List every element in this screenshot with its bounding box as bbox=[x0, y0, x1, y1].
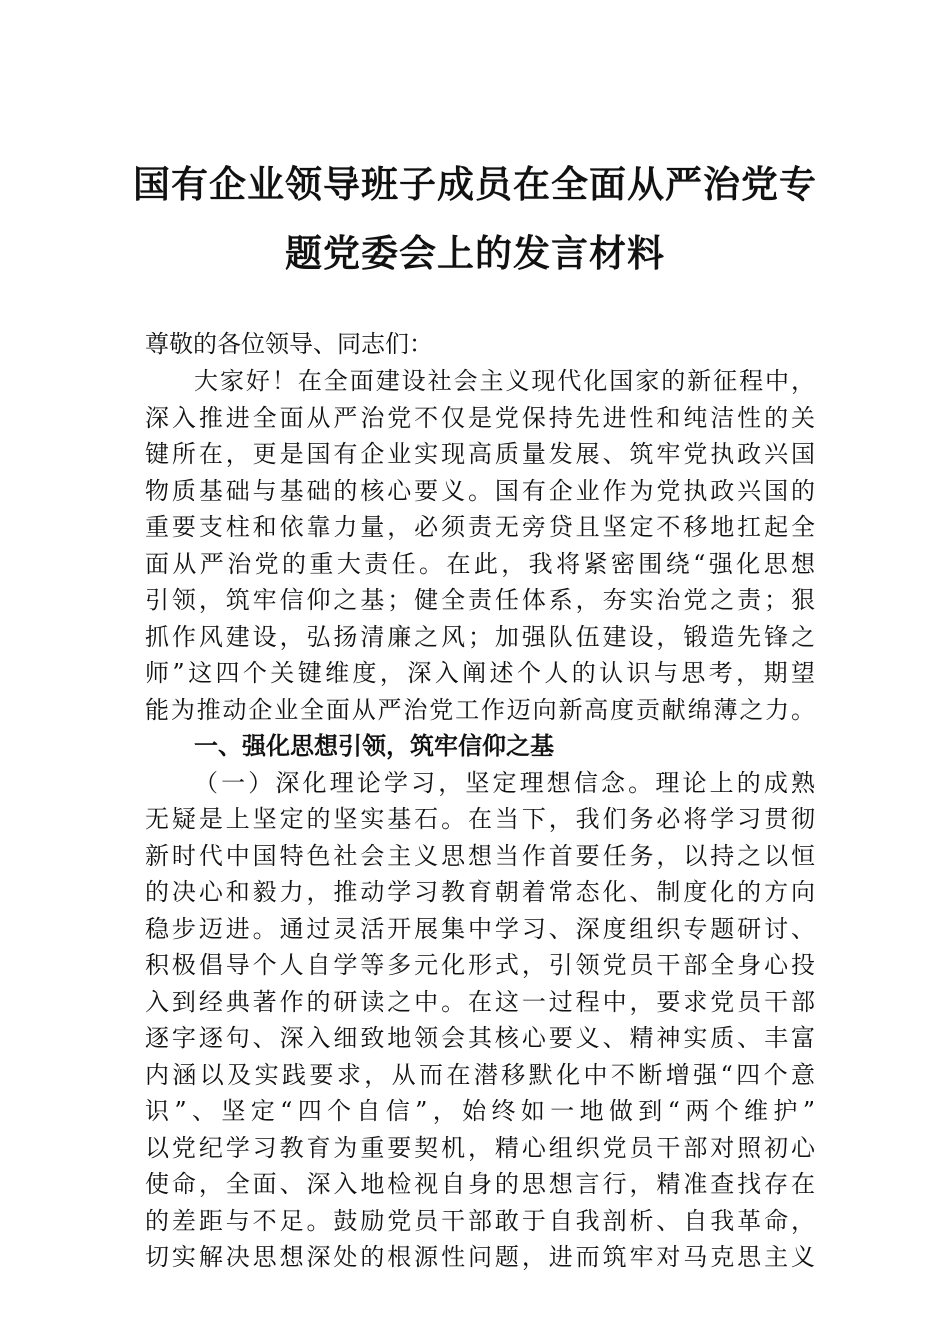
intro-line: 键所在，更是国有企业实现高质量发展、筑牢党执政兴国 bbox=[145, 440, 815, 468]
document-title-line-2: 题党委会上的发言材料 bbox=[285, 232, 665, 275]
section-1-line: 使命，全面、深入地检视自身的思想言行，精准查找存在 bbox=[145, 1170, 815, 1198]
intro-line: 引领，筑牢信仰之基；健全责任体系，夯实治党之责；狠 bbox=[145, 586, 815, 614]
intro-line: 面从严治党的重大责任。在此，我将紧密围绕“强化思想 bbox=[145, 550, 815, 578]
section-1-line: 的决心和毅力，推动学习教育朝着常态化、制度化的方向 bbox=[145, 878, 815, 906]
section-1-line: 切实解决思想深处的根源性问题，进而筑牢对马克思主义 bbox=[145, 1243, 815, 1271]
section-1-line: 逐字逐句、深入细致地领会其核心要义、精神实质、丰富 bbox=[145, 1024, 815, 1052]
section-1-line: 的差距与不足。鼓励党员干部敢于自我剖析、自我革命， bbox=[145, 1207, 815, 1235]
section-1-line: 入到经典著作的研读之中。在这一过程中，要求党员干部 bbox=[145, 988, 815, 1016]
intro-line: 重要支柱和依靠力量，必须责无旁贷且坚定不移地扛起全 bbox=[145, 513, 815, 541]
intro-line: 物质基础与基础的核心要义。国有企业作为党执政兴国的 bbox=[145, 477, 815, 505]
section-1-line: 内涵以及实践要求，从而在潜移默化中不断增强“四个意 bbox=[145, 1061, 815, 1089]
intro-line: 大家好！在全面建设社会主义现代化国家的新征程中， bbox=[194, 367, 815, 395]
intro-line: 抓作风建设，弘扬清廉之风；加强队伍建设，锻造先锋之 bbox=[145, 623, 815, 651]
section-1-heading: 一、强化思想引领，筑牢信仰之基 bbox=[194, 732, 554, 760]
section-1-line: 积极倡导个人自学等多元化形式，引领党员干部全身心投 bbox=[145, 951, 815, 979]
section-1-line: 以党纪学习教育为重要契机，精心组织党员干部对照初心 bbox=[145, 1134, 815, 1162]
section-1-line: 识”、坚定“四个自信”，始终如一地做到“两个维护” bbox=[145, 1097, 815, 1125]
intro-line: 师”这四个关键维度，深入阐述个人的认识与思考，期望 bbox=[145, 659, 815, 687]
intro-line: 深入推进全面从严治党不仅是党保持先进性和纯洁性的关 bbox=[145, 404, 815, 432]
section-1-line: 稳步迈进。通过灵活开展集中学习、深度组织专题研讨、 bbox=[145, 915, 815, 943]
document-title-line-1: 国有企业领导班子成员在全面从严治党专 bbox=[133, 163, 817, 206]
salutation: 尊敬的各位领导、同志们： bbox=[145, 330, 433, 358]
section-1-line: （一）深化理论学习，坚定理想信念。理论上的成熟 bbox=[194, 769, 815, 797]
intro-line: 能为推动企业全面从严治党工作迈向新高度贡献绵薄之力。 bbox=[145, 696, 815, 724]
section-1-line: 无疑是上坚定的坚实基石。在当下，我们务必将学习贯彻 bbox=[145, 805, 815, 833]
section-1-line: 新时代中国特色社会主义思想当作首要任务，以持之以恒 bbox=[145, 842, 815, 870]
